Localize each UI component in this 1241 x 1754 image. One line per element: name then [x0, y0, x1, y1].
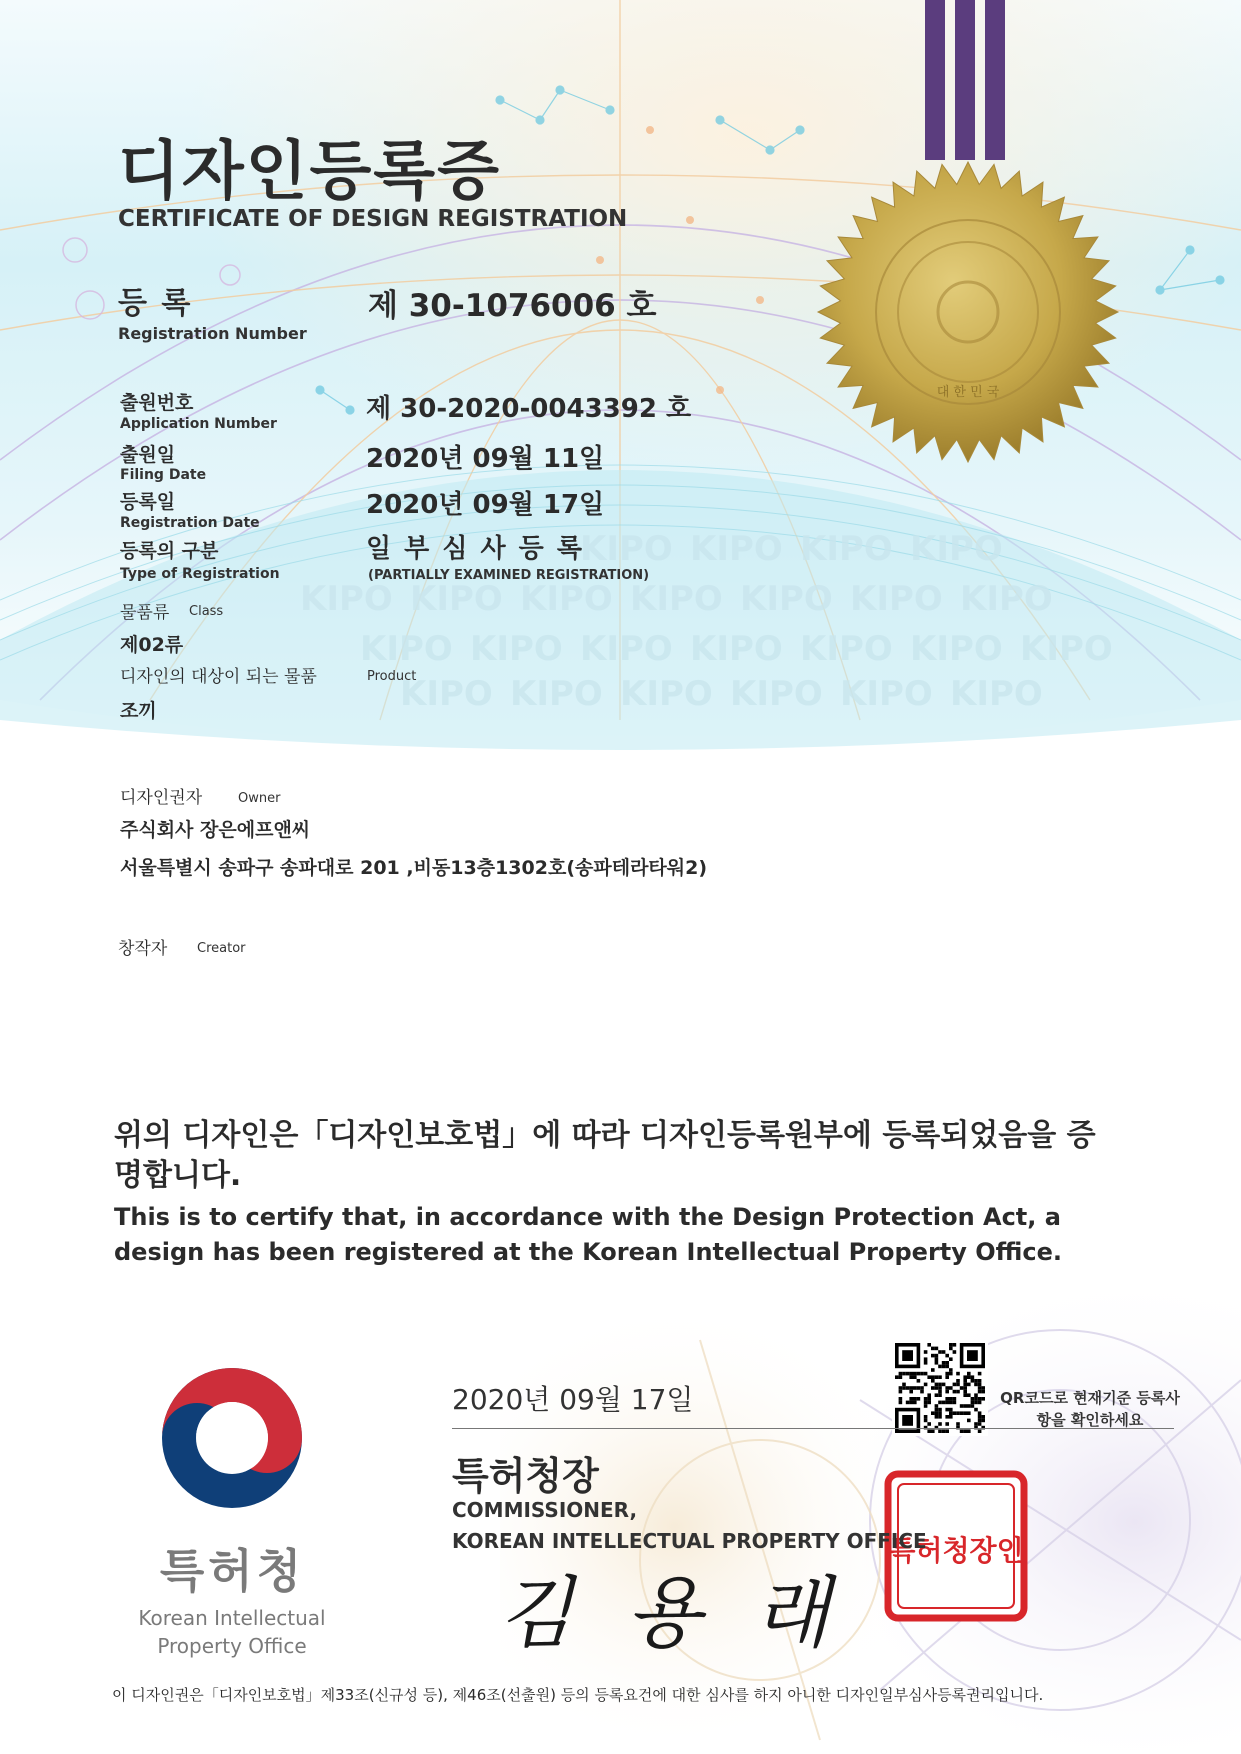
svg-text:KIPO: KIPO [960, 579, 1053, 619]
registration-date-value: 2020년 09월 17일 [366, 490, 605, 520]
svg-text:KIPO: KIPO [360, 629, 453, 669]
owner-name: 주식회사 장은에프앤씨 [120, 819, 311, 841]
commissioner-title-english-line2: KOREAN INTELLECTUAL PROPERTY OFFICE [452, 1529, 927, 1553]
svg-text:KIPO: KIPO [400, 674, 493, 714]
owner-label-english: Owner [238, 791, 281, 806]
svg-text:KIPO: KIPO [470, 629, 563, 669]
svg-text:KIPO: KIPO [1020, 629, 1113, 669]
kipo-name-english: Korean Intellectual Property Office [138, 1606, 326, 1658]
svg-text:KIPO: KIPO [740, 579, 833, 619]
registration-number: 제 30-1076006 호 [368, 288, 657, 324]
ribbon [925, 0, 1005, 160]
product-label-korean: 디자인의 대상이 되는 물품 [120, 667, 317, 687]
svg-text:KIPO: KIPO [620, 674, 713, 714]
product-label-english: Product [367, 669, 417, 684]
svg-text:KIPO: KIPO [580, 629, 673, 669]
svg-text:KIPO: KIPO [520, 579, 613, 619]
application-number-value: 제 30-2020-0043392 호 [366, 394, 692, 424]
certification-statement-korean: 위의 디자인은「디자인보호법」에 따라 디자인등록원부에 등록되었음을 증명합니다. [114, 1118, 1096, 1193]
commissioner-title-english-line1: COMMISSIONER, [452, 1498, 638, 1522]
owner-label-korean: 디자인권자 [120, 788, 203, 808]
class-label-english: Class [189, 604, 224, 619]
application-number-label-korean: 출원번호 [120, 392, 194, 414]
registration-type-value-english: (PARTIALLY EXAMINED REGISTRATION) [368, 568, 650, 583]
svg-text:KIPO: KIPO [730, 674, 823, 714]
qr-instruction: QR코드로 현재기준 등록사항을 확인하세요 [1000, 1389, 1180, 1429]
application-number-label-english: Application Number [120, 416, 277, 432]
registration-type-label-korean: 등록의 구분 [120, 540, 219, 562]
svg-text:KIPO: KIPO [910, 629, 1003, 669]
svg-text:KIPO: KIPO [850, 579, 943, 619]
class-value: 제02류 [120, 634, 184, 656]
svg-text:KIPO: KIPO [690, 529, 783, 569]
svg-text:KIPO: KIPO [950, 674, 1043, 714]
registration-label-korean: 등 록 [118, 286, 193, 321]
registration-type-label-english: Type of Registration [120, 566, 280, 582]
filing-date-value: 2020년 09월 11일 [366, 444, 605, 474]
creator-label-english: Creator [197, 941, 246, 956]
qr-code [892, 1340, 988, 1436]
registration-date-label-english: Registration Date [120, 515, 260, 531]
svg-text:KIPO: KIPO [800, 629, 893, 669]
registration-date-label-korean: 등록일 [120, 491, 176, 513]
svg-text:KIPO: KIPO [800, 529, 893, 569]
svg-text:KIPO: KIPO [580, 529, 673, 569]
registration-type-value: 일 부 심 사 등 록 [366, 534, 584, 564]
svg-text:KIPO: KIPO [410, 579, 503, 619]
registration-label-english: Registration Number [118, 324, 307, 343]
svg-text:KIPO: KIPO [840, 674, 933, 714]
svg-text:대 한 민 국: 대 한 민 국 [936, 385, 1000, 400]
filing-date-label-english: Filing Date [120, 467, 207, 483]
svg-text:KIPO: KIPO [910, 529, 1003, 569]
footer-note: 이 디자인권은「디자인보호법」제33조(신규성 등), 제46조(선출원) 등의 등록요건에 대한 심사를 하지 아니한 디자인일부심사등록권리입니다. [112, 1686, 1044, 1704]
issue-date: 2020년 09월 17일 [452, 1383, 694, 1416]
commissioner-title-korean: 특허청장 [452, 1454, 599, 1498]
certificate-title-english: CERTIFICATE OF DESIGN REGISTRATION [118, 206, 628, 232]
svg-text:특허청장인: 특허청장인 [888, 1534, 1024, 1567]
svg-text:KIPO: KIPO [630, 579, 723, 619]
certificate-title-korean: 디자인등록증 [118, 135, 501, 209]
korea-government-logo [162, 1368, 302, 1508]
certification-statement-english: This is to certify that, in accordance with the Design Protection Act, a design has been registered at the Korean Intellectual Property Office. [114, 1203, 1063, 1266]
commissioner-signature: 김 용 래 [498, 1569, 844, 1659]
owner-address: 서울특별시 송파구 송파대로 201 ,비동13층1302호(송파테라타워2) [120, 857, 708, 879]
class-label-korean: 물품류 [120, 603, 170, 623]
filing-date-label-korean: 출원일 [120, 444, 176, 466]
product-value: 조끼 [120, 700, 157, 722]
kipo-name-korean: 특허청 [159, 1544, 306, 1598]
svg-text:KIPO: KIPO [690, 629, 783, 669]
creator-label-korean: 창작자 [118, 939, 168, 959]
svg-text:KIPO: KIPO [300, 579, 393, 619]
svg-text:KIPO: KIPO [510, 674, 603, 714]
